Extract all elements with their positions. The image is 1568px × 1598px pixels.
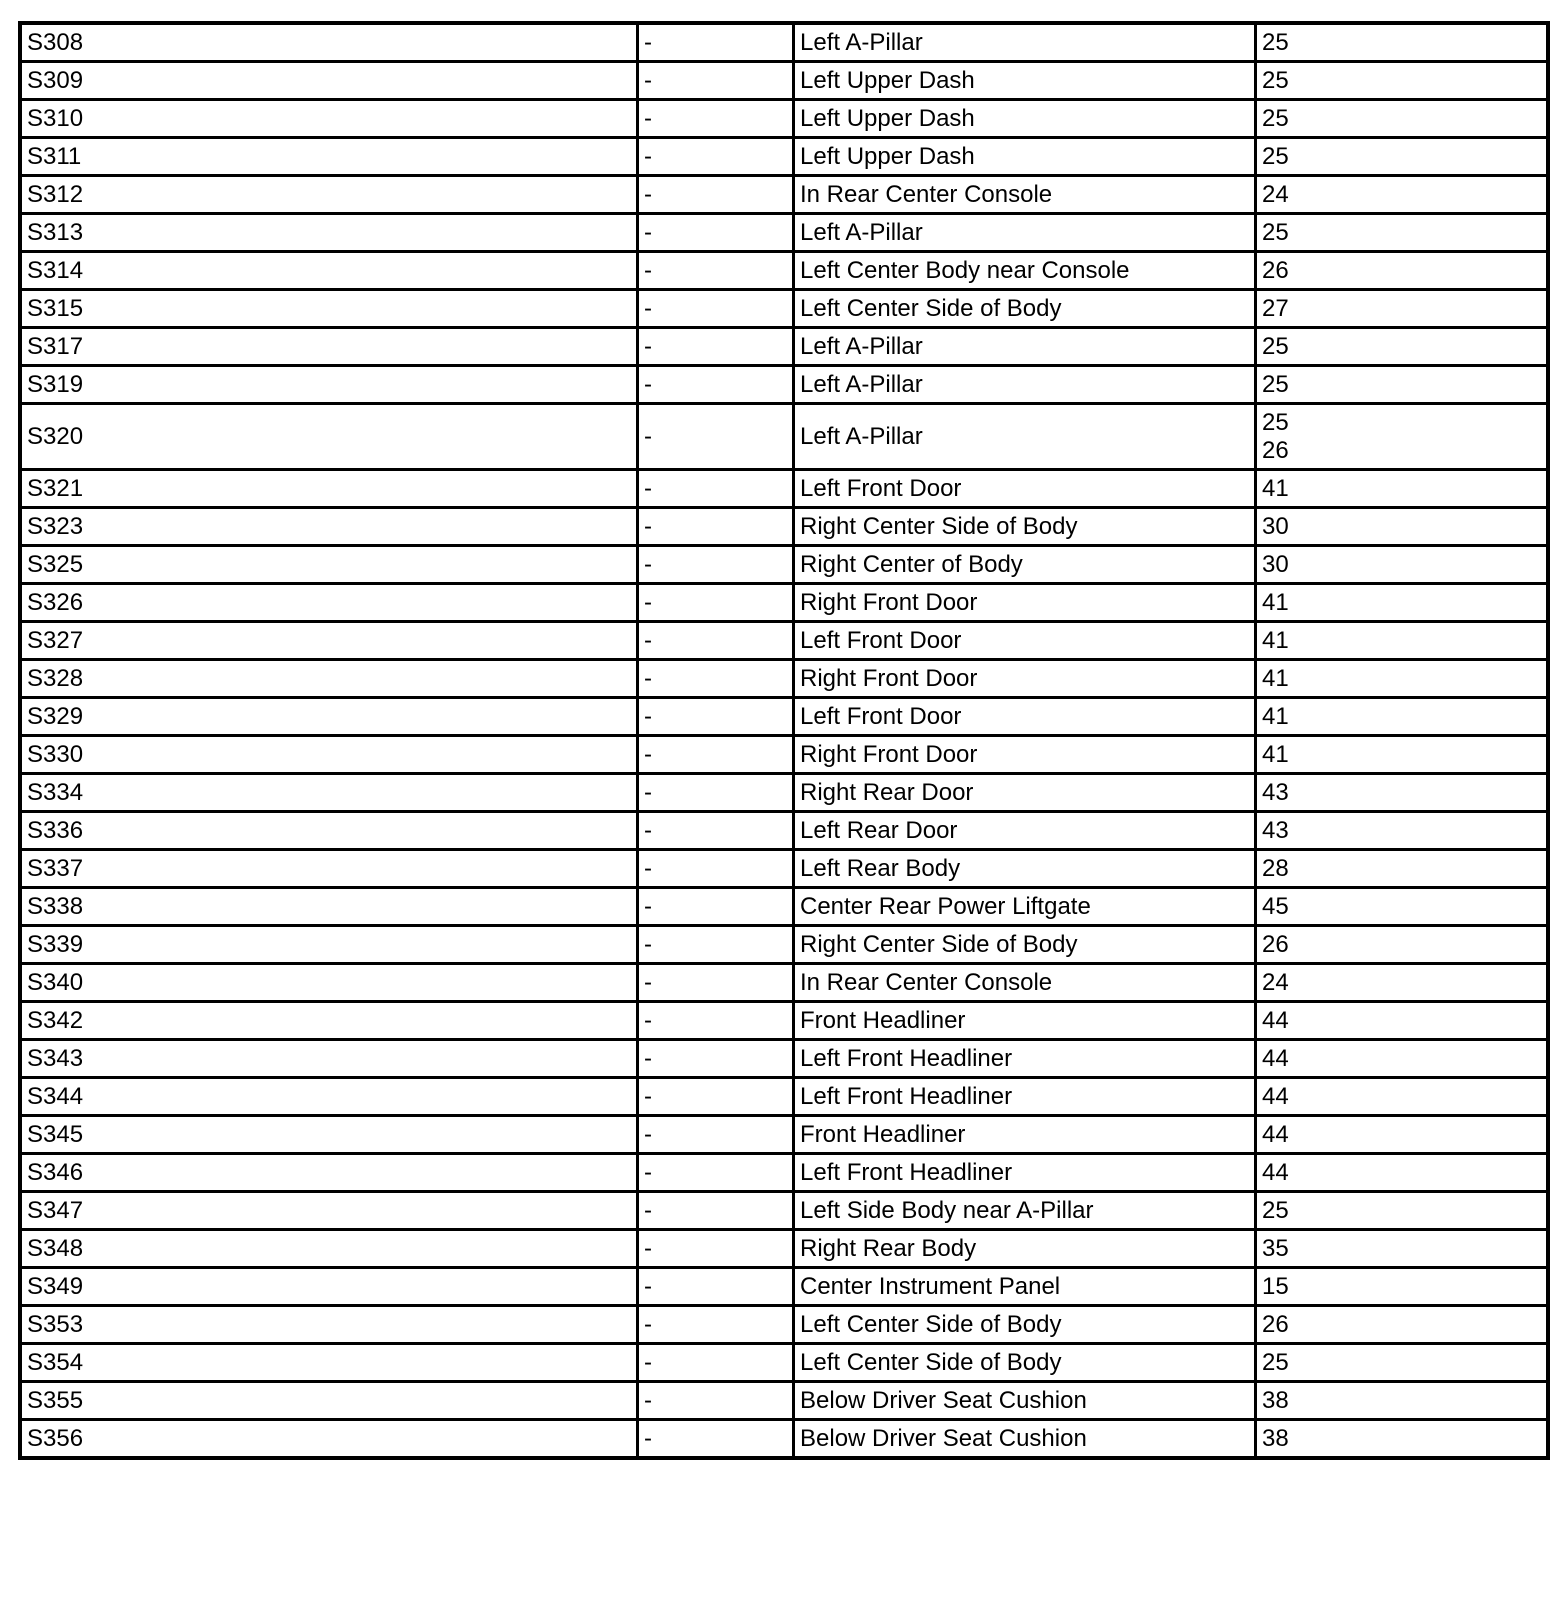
locator-view-cell — [1256, 508, 1549, 546]
table-row — [20, 508, 1548, 546]
location-cell: Left Upper Dash — [794, 100, 1256, 138]
table-row — [20, 290, 1548, 328]
option-cell: - — [638, 470, 794, 508]
splice-id-cell: S354 — [20, 1344, 638, 1382]
splice-id-cell: S348 — [20, 1230, 638, 1268]
splice-id-cell: S353 — [20, 1306, 638, 1344]
splice-id-cell: S330 — [20, 736, 638, 774]
locator-view-cell — [1256, 1420, 1549, 1459]
locator-view-cell — [1256, 470, 1549, 508]
splice-id-cell: S323 — [20, 508, 638, 546]
table-row — [20, 888, 1548, 926]
location-cell: Left Front Headliner — [794, 1154, 1256, 1192]
table-row — [20, 1002, 1548, 1040]
table-row — [20, 1382, 1548, 1420]
location-cell: Left A-Pillar — [794, 328, 1256, 366]
location-cell: Center Rear Power Liftgate — [794, 888, 1256, 926]
option-cell: - — [638, 1268, 794, 1306]
location-cell: Left Rear Door — [794, 812, 1256, 850]
table-row — [20, 328, 1548, 366]
location-cell: Left Center Side of Body — [794, 1344, 1256, 1382]
splice-id-cell: S310 — [20, 100, 638, 138]
splice-id-cell: S325 — [20, 546, 638, 584]
option-cell: - — [638, 1344, 794, 1382]
splice-id-cell: S308 — [20, 23, 638, 62]
splice-id-cell: S317 — [20, 328, 638, 366]
table-row — [20, 850, 1548, 888]
locator-view-number: 15 — [1262, 1272, 1289, 1300]
location-cell: Right Center of Body — [794, 546, 1256, 584]
table-body — [20, 23, 1548, 1458]
locator-view-number: 25 — [1262, 142, 1289, 170]
table-row — [20, 1078, 1548, 1116]
location-cell: Right Center Side of Body — [794, 508, 1256, 546]
splice-id-cell: S347 — [20, 1192, 638, 1230]
locator-view-cell — [1256, 850, 1549, 888]
location-cell: Right Front Door — [794, 584, 1256, 622]
location-cell: Center Instrument Panel — [794, 1268, 1256, 1306]
table-row — [20, 1192, 1548, 1230]
option-cell: - — [638, 1192, 794, 1230]
splice-id-cell: S345 — [20, 1116, 638, 1154]
locator-view-cell — [1256, 660, 1549, 698]
option-cell: - — [638, 100, 794, 138]
locator-view-number: 25 — [1262, 332, 1289, 360]
locator-view-cell — [1256, 1306, 1549, 1344]
table-row — [20, 774, 1548, 812]
location-cell: Left A-Pillar — [794, 404, 1256, 470]
location-cell: Right Rear Body — [794, 1230, 1256, 1268]
locator-view-number: 41 — [1262, 702, 1289, 730]
table-row — [20, 1420, 1548, 1459]
location-cell: Left Front Door — [794, 470, 1256, 508]
table-row — [20, 546, 1548, 584]
splice-id-cell: S319 — [20, 366, 638, 404]
table-row — [20, 176, 1548, 214]
splice-id-cell: S311 — [20, 138, 638, 176]
locator-view-cell — [1256, 1230, 1549, 1268]
location-cell: Left A-Pillar — [794, 23, 1256, 62]
locator-view-cell — [1256, 736, 1549, 774]
option-cell: - — [638, 622, 794, 660]
splice-id-cell: S337 — [20, 850, 638, 888]
locator-view-number: 26 — [1262, 436, 1289, 464]
table-row — [20, 698, 1548, 736]
splice-id-cell: S349 — [20, 1268, 638, 1306]
locator-view-number: 30 — [1262, 550, 1289, 578]
table-row — [20, 736, 1548, 774]
locator-view-number: 44 — [1262, 1158, 1289, 1186]
table-row — [20, 138, 1548, 176]
table-row — [20, 366, 1548, 404]
option-cell: - — [638, 1230, 794, 1268]
option-cell: - — [638, 328, 794, 366]
locator-view-cell — [1256, 1382, 1549, 1420]
table-row — [20, 812, 1548, 850]
table-row — [20, 214, 1548, 252]
location-cell: Left Upper Dash — [794, 62, 1256, 100]
table-row — [20, 100, 1548, 138]
locator-view-number: 28 — [1262, 854, 1289, 882]
splice-id-cell: S328 — [20, 660, 638, 698]
option-cell: - — [638, 1154, 794, 1192]
splice-location-table — [18, 21, 1550, 1460]
location-cell: Below Driver Seat Cushion — [794, 1382, 1256, 1420]
locator-view-cell — [1256, 812, 1549, 850]
locator-view-cell — [1256, 1192, 1549, 1230]
table-row — [20, 1306, 1548, 1344]
locator-view-number: 25 — [1262, 1196, 1289, 1224]
splice-id-cell: S342 — [20, 1002, 638, 1040]
option-cell: - — [638, 176, 794, 214]
splice-id-cell: S309 — [20, 62, 638, 100]
splice-id-cell: S320 — [20, 404, 638, 470]
locator-view-cell — [1256, 23, 1549, 62]
locator-view-cell — [1256, 328, 1549, 366]
option-cell: - — [638, 508, 794, 546]
location-cell: Front Headliner — [794, 1002, 1256, 1040]
locator-view-number: 41 — [1262, 588, 1289, 616]
location-cell: Right Front Door — [794, 736, 1256, 774]
location-cell: Left Rear Body — [794, 850, 1256, 888]
option-cell: - — [638, 1420, 794, 1459]
option-cell: - — [638, 546, 794, 584]
locator-view-cell — [1256, 698, 1549, 736]
locator-view-number: 26 — [1262, 930, 1289, 958]
splice-id-cell: S327 — [20, 622, 638, 660]
location-cell: Left Center Body near Console — [794, 252, 1256, 290]
locator-view-number: 24 — [1262, 968, 1289, 996]
locator-view-cell — [1256, 926, 1549, 964]
locator-view-cell — [1256, 622, 1549, 660]
location-cell: Left A-Pillar — [794, 366, 1256, 404]
locator-view-cell — [1256, 1002, 1549, 1040]
splice-id-cell: S312 — [20, 176, 638, 214]
option-cell: - — [638, 850, 794, 888]
option-cell: - — [638, 584, 794, 622]
splice-id-cell: S344 — [20, 1078, 638, 1116]
locator-view-cell — [1256, 1078, 1549, 1116]
locator-view-number: 25 — [1262, 66, 1289, 94]
locator-view-cell — [1256, 290, 1549, 328]
locator-view-number: 27 — [1262, 294, 1289, 322]
option-cell: - — [638, 62, 794, 100]
locator-view-cell — [1256, 366, 1549, 404]
locator-view-cell — [1256, 1344, 1549, 1382]
locator-view-number: 38 — [1262, 1386, 1289, 1414]
locator-view-number: 38 — [1262, 1424, 1289, 1452]
splice-id-cell: S343 — [20, 1040, 638, 1078]
locator-view-cell — [1256, 252, 1549, 290]
locator-view-number: 25 — [1262, 1348, 1289, 1376]
option-cell: - — [638, 366, 794, 404]
locator-view-number: 45 — [1262, 892, 1289, 920]
option-cell: - — [638, 214, 794, 252]
locator-view-number: 35 — [1262, 1234, 1289, 1262]
option-cell: - — [638, 1002, 794, 1040]
locator-view-number: 44 — [1262, 1044, 1289, 1072]
locator-view-number: 25 — [1262, 28, 1289, 56]
location-cell: Left Upper Dash — [794, 138, 1256, 176]
location-cell: In Rear Center Console — [794, 964, 1256, 1002]
splice-id-cell: S326 — [20, 584, 638, 622]
option-cell: - — [638, 1306, 794, 1344]
table-row — [20, 1268, 1548, 1306]
location-cell: Front Headliner — [794, 1116, 1256, 1154]
splice-id-cell: S346 — [20, 1154, 638, 1192]
location-cell: Left Side Body near A-Pillar — [794, 1192, 1256, 1230]
table-row — [20, 584, 1548, 622]
locator-view-number: 43 — [1262, 778, 1289, 806]
locator-view-number: 26 — [1262, 256, 1289, 284]
table-row — [20, 23, 1548, 62]
locator-view-number: 44 — [1262, 1120, 1289, 1148]
locator-view-cell — [1256, 214, 1549, 252]
option-cell: - — [638, 812, 794, 850]
locator-view-number: 25 — [1262, 370, 1289, 398]
locator-view-cell — [1256, 62, 1549, 100]
table-row — [20, 404, 1548, 470]
splice-id-cell: S329 — [20, 698, 638, 736]
table-row — [20, 1116, 1548, 1154]
locator-view-number: 43 — [1262, 816, 1289, 844]
option-cell: - — [638, 660, 794, 698]
table-row — [20, 964, 1548, 1002]
option-cell: - — [638, 290, 794, 328]
option-cell: - — [638, 1382, 794, 1420]
location-cell: Left Center Side of Body — [794, 1306, 1256, 1344]
splice-id-cell: S340 — [20, 964, 638, 1002]
option-cell: - — [638, 23, 794, 62]
locator-view-number: 25 — [1262, 104, 1289, 132]
location-cell: Left Front Door — [794, 622, 1256, 660]
option-cell: - — [638, 736, 794, 774]
splice-id-cell: S339 — [20, 926, 638, 964]
splice-id-cell: S336 — [20, 812, 638, 850]
location-cell: Left Front Headliner — [794, 1040, 1256, 1078]
locator-view-cell — [1256, 546, 1549, 584]
splice-id-cell: S313 — [20, 214, 638, 252]
splice-id-cell: S356 — [20, 1420, 638, 1459]
location-cell: Left Center Side of Body — [794, 290, 1256, 328]
table-row — [20, 660, 1548, 698]
locator-view-cell — [1256, 100, 1549, 138]
locator-view-cell — [1256, 1268, 1549, 1306]
option-cell: - — [638, 252, 794, 290]
option-cell: - — [638, 1116, 794, 1154]
splice-id-cell: S314 — [20, 252, 638, 290]
location-cell: In Rear Center Console — [794, 176, 1256, 214]
locator-view-cell — [1256, 404, 1549, 470]
locator-view-number: 41 — [1262, 626, 1289, 654]
location-cell: Left Front Headliner — [794, 1078, 1256, 1116]
option-cell: - — [638, 138, 794, 176]
location-cell: Left Front Door — [794, 698, 1256, 736]
splice-id-cell: S321 — [20, 470, 638, 508]
location-cell: Right Center Side of Body — [794, 926, 1256, 964]
locator-view-cell — [1256, 1116, 1549, 1154]
locator-view-number: 41 — [1262, 664, 1289, 692]
location-cell: Right Front Door — [794, 660, 1256, 698]
location-cell: Left A-Pillar — [794, 214, 1256, 252]
locator-view-number: 44 — [1262, 1082, 1289, 1110]
locator-view-cell — [1256, 138, 1549, 176]
locator-view-number: 25 — [1262, 408, 1289, 436]
option-cell: - — [638, 1078, 794, 1116]
splice-id-cell: S338 — [20, 888, 638, 926]
option-cell: - — [638, 1040, 794, 1078]
locator-view-number: 44 — [1262, 1006, 1289, 1034]
table-row — [20, 1154, 1548, 1192]
table-row — [20, 1230, 1548, 1268]
locator-view-number: 25 — [1262, 218, 1289, 246]
location-cell: Below Driver Seat Cushion — [794, 1420, 1256, 1459]
locator-view-cell — [1256, 888, 1549, 926]
locator-view-cell — [1256, 584, 1549, 622]
option-cell: - — [638, 888, 794, 926]
locator-view-number: 24 — [1262, 180, 1289, 208]
option-cell: - — [638, 404, 794, 470]
locator-view-cell — [1256, 964, 1549, 1002]
locator-view-number: 41 — [1262, 474, 1289, 502]
splice-id-cell: S334 — [20, 774, 638, 812]
locator-view-number: 41 — [1262, 740, 1289, 768]
option-cell: - — [638, 926, 794, 964]
locator-view-cell — [1256, 176, 1549, 214]
table-row — [20, 470, 1548, 508]
table-row — [20, 1344, 1548, 1382]
splice-id-cell: S355 — [20, 1382, 638, 1420]
option-cell: - — [638, 774, 794, 812]
locator-view-cell — [1256, 1040, 1549, 1078]
locator-view-cell — [1256, 774, 1549, 812]
table-row — [20, 252, 1548, 290]
table-row — [20, 622, 1548, 660]
location-cell: Right Rear Door — [794, 774, 1256, 812]
option-cell: - — [638, 698, 794, 736]
locator-view-number: 26 — [1262, 1310, 1289, 1338]
splice-id-cell: S315 — [20, 290, 638, 328]
locator-view-cell — [1256, 1154, 1549, 1192]
option-cell: - — [638, 964, 794, 1002]
table-row — [20, 62, 1548, 100]
table-row — [20, 926, 1548, 964]
table-row — [20, 1040, 1548, 1078]
locator-view-number: 30 — [1262, 512, 1289, 540]
